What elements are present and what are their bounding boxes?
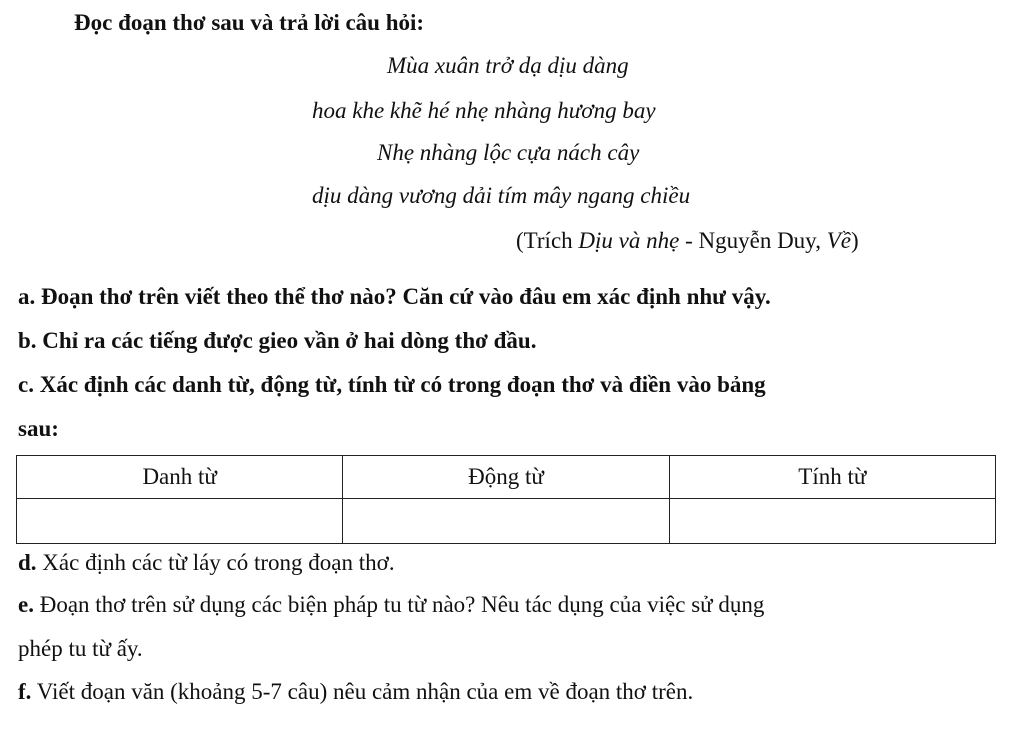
header-noun: Danh từ bbox=[17, 456, 343, 499]
word-class-table bbox=[16, 455, 996, 544]
question-f-text: Viết đoạn văn (khoảng 5-7 câu) nêu cảm nhận của em về đoạn thơ trên. bbox=[36, 679, 694, 704]
source-work-title: Dịu và nhẹ bbox=[578, 228, 680, 253]
instruction-heading: Đọc đoạn thơ sau và trả lời câu hỏi: bbox=[74, 10, 425, 35]
cell-verb[interactable] bbox=[343, 499, 669, 544]
poem-line: Nhẹ nhàng lộc cựa nách cây bbox=[377, 140, 640, 165]
header-adjective: Tính từ bbox=[669, 456, 995, 499]
source-prefix: (Trích bbox=[516, 228, 579, 253]
poem-line: dịu dàng vương dải tím mây ngang chiều bbox=[312, 183, 691, 208]
question-a: a. Đoạn thơ trên viết theo thể thơ nào? Căn cứ vào đâu em xác định như vậy. bbox=[18, 284, 771, 309]
table-header-row bbox=[17, 456, 996, 499]
question-e-label: e. bbox=[18, 592, 34, 617]
question-e bbox=[18, 590, 764, 620]
question-d bbox=[18, 548, 395, 578]
question-f bbox=[18, 677, 693, 707]
poem-source bbox=[516, 226, 859, 256]
header-verb: Động từ bbox=[343, 456, 669, 499]
question-b: b. Chỉ ra các tiếng được gieo vần ở hai dòng thơ đầu. bbox=[18, 328, 537, 353]
question-e-continued: phép tu từ ấy. bbox=[18, 636, 143, 661]
cell-adjective[interactable] bbox=[669, 499, 995, 544]
question-e-text: Đoạn thơ trên sử dụng các biện pháp tu từ nào? Nêu tác dụng của việc sử dụng bbox=[39, 592, 765, 617]
question-d-text: Xác định các từ láy có trong đoạn thơ. bbox=[42, 550, 395, 575]
question-c-continued: sau: bbox=[18, 416, 59, 441]
source-suffix: ) bbox=[850, 228, 859, 253]
source-collection-title: Về bbox=[826, 228, 851, 253]
cell-noun[interactable] bbox=[17, 499, 343, 544]
source-author: - Nguyễn Duy, bbox=[679, 228, 827, 253]
poem-line: Mùa xuân trở dạ dịu dàng bbox=[387, 53, 629, 78]
question-f-label: f. bbox=[18, 679, 32, 704]
question-c: c. Xác định các danh từ, động từ, tính từ có trong đoạn thơ và điền vào bảng bbox=[18, 372, 766, 397]
question-d-label: d. bbox=[18, 550, 37, 575]
table-row bbox=[17, 499, 996, 544]
poem-line: hoa khe khẽ hé nhẹ nhàng hương bay bbox=[312, 98, 656, 123]
